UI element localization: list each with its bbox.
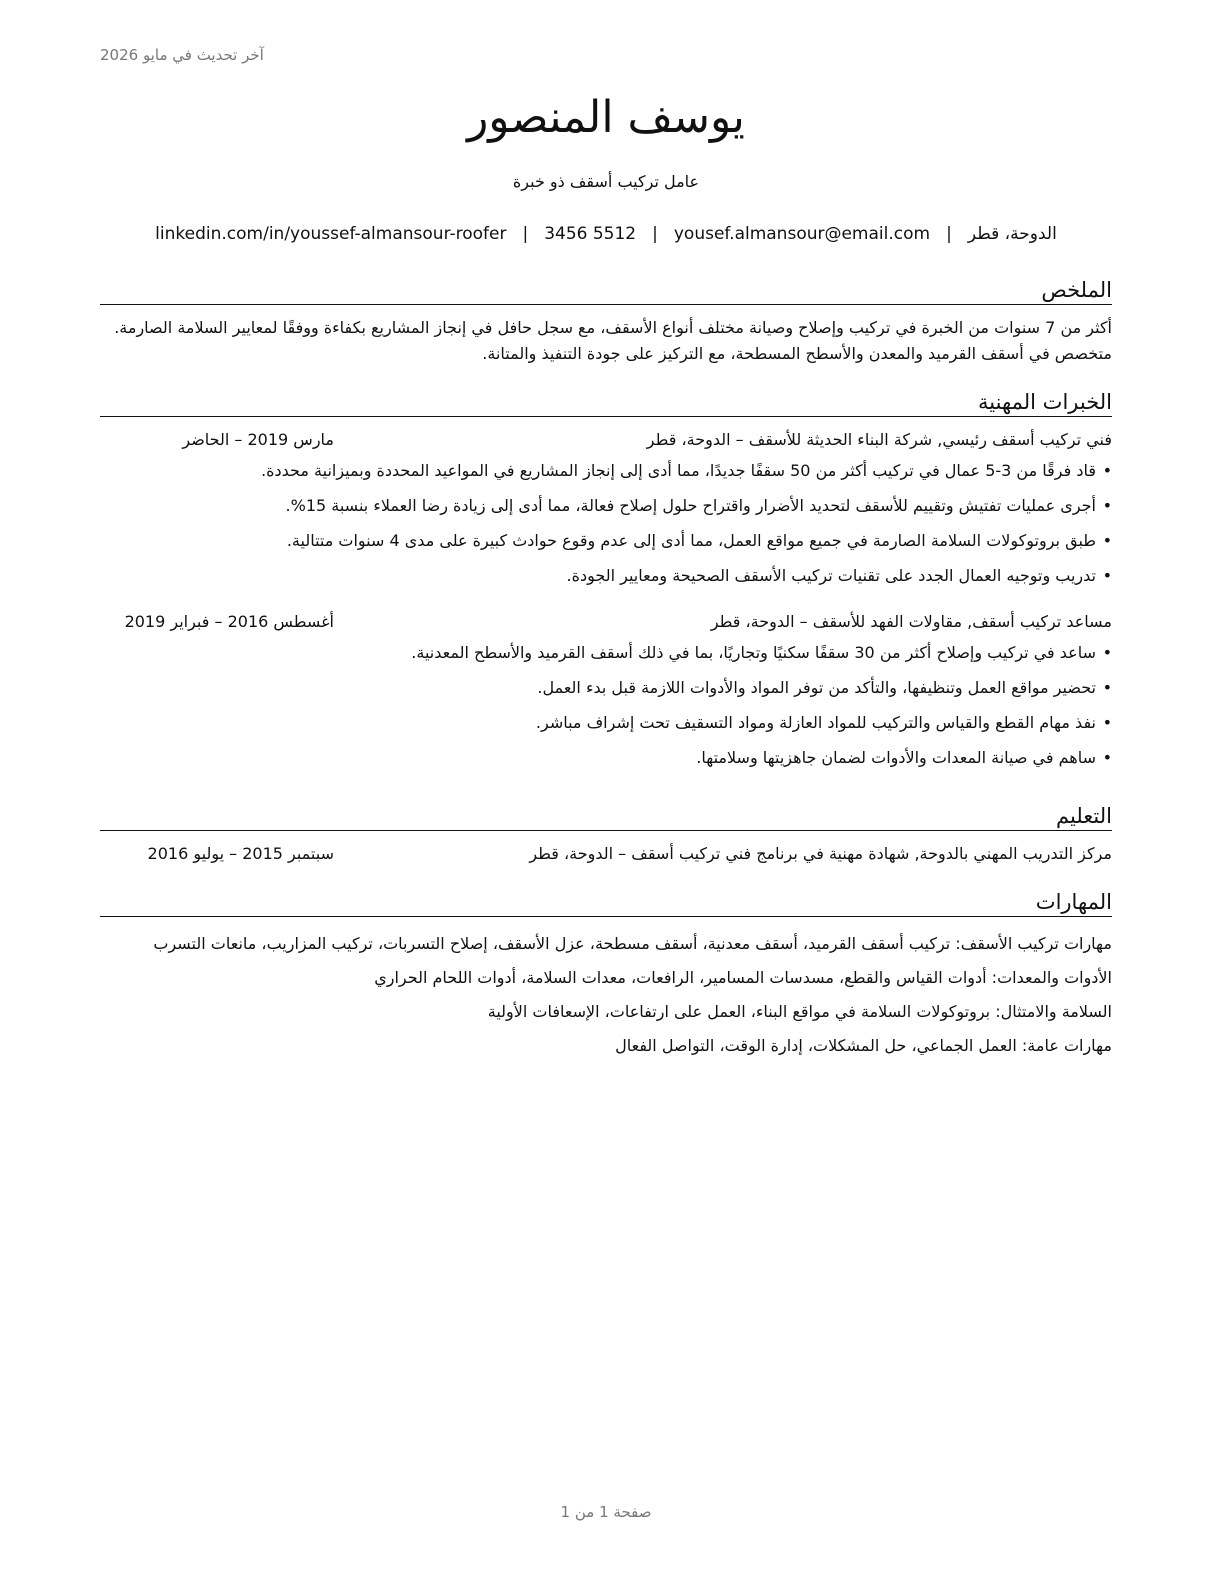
contact-line xyxy=(100,224,1112,244)
job-bullet: • نفذ مهام القطع والقياس والتركيب للمواد العازلة ومواد التسقيف تحت إشراف مباشر. xyxy=(100,710,1112,736)
resume-page xyxy=(100,0,1112,1584)
phone-number[interactable]: 3456 5512 xyxy=(544,224,637,244)
section-heading-summary: الملخص xyxy=(100,276,1112,305)
last-updated-note: آخر تحديث في مايو 2026 xyxy=(100,46,264,64)
page-number: صفحة 1 من 1 xyxy=(560,1503,652,1521)
job-bullets xyxy=(100,640,1112,771)
summary-text: أكثر من 7 سنوات من الخبرة في تركيب وإصلاح وصيانة مختلف أنواع الأسقف، مع سجل حافل في إنجاز المشاريع بكفاءة ووفقًا لمعايير السلامة الصارمة. متخصص في أسقف القرميد والمعدن والأسطح المسطحة، مع التركيز على جودة التنفيذ والمتانة. xyxy=(114,318,1112,363)
education-entry xyxy=(100,841,1112,867)
candidate-name: يوسف المنصور xyxy=(467,92,745,143)
job-header xyxy=(100,427,1112,453)
contact-separator: | xyxy=(652,224,658,244)
skills-section xyxy=(100,888,1112,1059)
job-bullets xyxy=(100,458,1112,589)
job-entry xyxy=(100,609,1112,771)
skill-line: الأدوات والمعدات: أدوات القياس والقطع، مسدسات المسامير، الرافعات، معدات السلامة، أدوات اللحام الحراري xyxy=(374,968,1112,987)
contact-separator: | xyxy=(946,224,952,244)
linkedin-link[interactable]: linkedin.com/in/youssef-almansour-roofer xyxy=(155,224,507,244)
section-heading-skills: المهارات xyxy=(100,888,1112,917)
job-header xyxy=(100,609,1112,635)
job-bullet: • طبق بروتوكولات السلامة الصارمة في جميع مواقع العمل، مما أدى إلى عدم وقوع حوادث كبيرة على مدى 4 سنوات متتالية. xyxy=(100,528,1112,554)
location: الدوحة، قطر xyxy=(967,224,1057,244)
skill-line: السلامة والامتثال: بروتوكولات السلامة في مواقع البناء، العمل على ارتفاعات، الإسعافات الأولية xyxy=(487,1002,1112,1021)
job-dates: أغسطس 2016 – فبراير 2019 xyxy=(124,612,334,631)
job-bullet: • ساعد في تركيب وإصلاح أكثر من 30 سقفًا سكنيًا وتجاريًا، بما في ذلك أسقف القرميد والأسطح المعدنية. xyxy=(100,640,1112,666)
job-bullet: • قاد فرقًا من 3-5 عمال في تركيب أكثر من 50 سقفًا جديدًا، مما أدى إلى إنجاز المشاريع في المواعيد المحددة وبميزانية محددة. xyxy=(100,458,1112,484)
job-title: مساعد تركيب أسقف, مقاولات الفهد للأسقف – الدوحة، قطر xyxy=(710,612,1112,631)
job-bullet: • تدريب وتوجيه العمال الجدد على تقنيات تركيب الأسقف الصحيحة ومعايير الجودة. xyxy=(100,563,1112,589)
education-section xyxy=(100,802,1112,867)
email-link[interactable]: yousef.almansour@email.com xyxy=(673,224,931,244)
job-bullet: • أجرى عمليات تفتيش وتقييم للأسقف لتحديد الأضرار واقتراح حلول إصلاح فعالة، مما أدى إلى زيادة رضا العملاء بنسبة 15%. xyxy=(100,493,1112,519)
education-dates: سبتمبر 2015 – يوليو 2016 xyxy=(147,844,334,863)
candidate-tagline: عامل تركيب أسقف ذو خبرة xyxy=(512,172,700,191)
job-dates: مارس 2019 – الحاضر xyxy=(182,430,334,449)
experience-section xyxy=(100,388,1112,771)
job-bullet: • تحضير مواقع العمل وتنظيفها، والتأكد من توفر المواد والأدوات اللازمة قبل بدء العمل. xyxy=(100,675,1112,701)
skill-line: مهارات تركيب الأسقف: تركيب أسقف القرميد، أسقف معدنية، أسقف مسطحة، عزل الأسقف، إصلاح التسربات، تركيب المزاريب، مانعات التسرب xyxy=(153,934,1112,953)
summary-section xyxy=(100,276,1112,367)
education-title: مركز التدريب المهني بالدوحة, شهادة مهنية في برنامج فني تركيب أسقف – الدوحة، قطر xyxy=(529,844,1112,863)
job-title: فني تركيب أسقف رئيسي, شركة البناء الحديثة للأسقف – الدوحة، قطر xyxy=(646,430,1112,449)
section-heading-education: التعليم xyxy=(100,802,1112,831)
skill-line: مهارات عامة: العمل الجماعي، حل المشكلات، إدارة الوقت، التواصل الفعال xyxy=(615,1036,1112,1055)
contact-separator: | xyxy=(522,224,529,244)
job-entry xyxy=(100,427,1112,589)
section-heading-experience: الخبرات المهنية xyxy=(100,388,1112,417)
job-bullet: • ساهم في صيانة المعدات والأدوات لضمان جاهزيتها وسلامتها. xyxy=(100,745,1112,771)
